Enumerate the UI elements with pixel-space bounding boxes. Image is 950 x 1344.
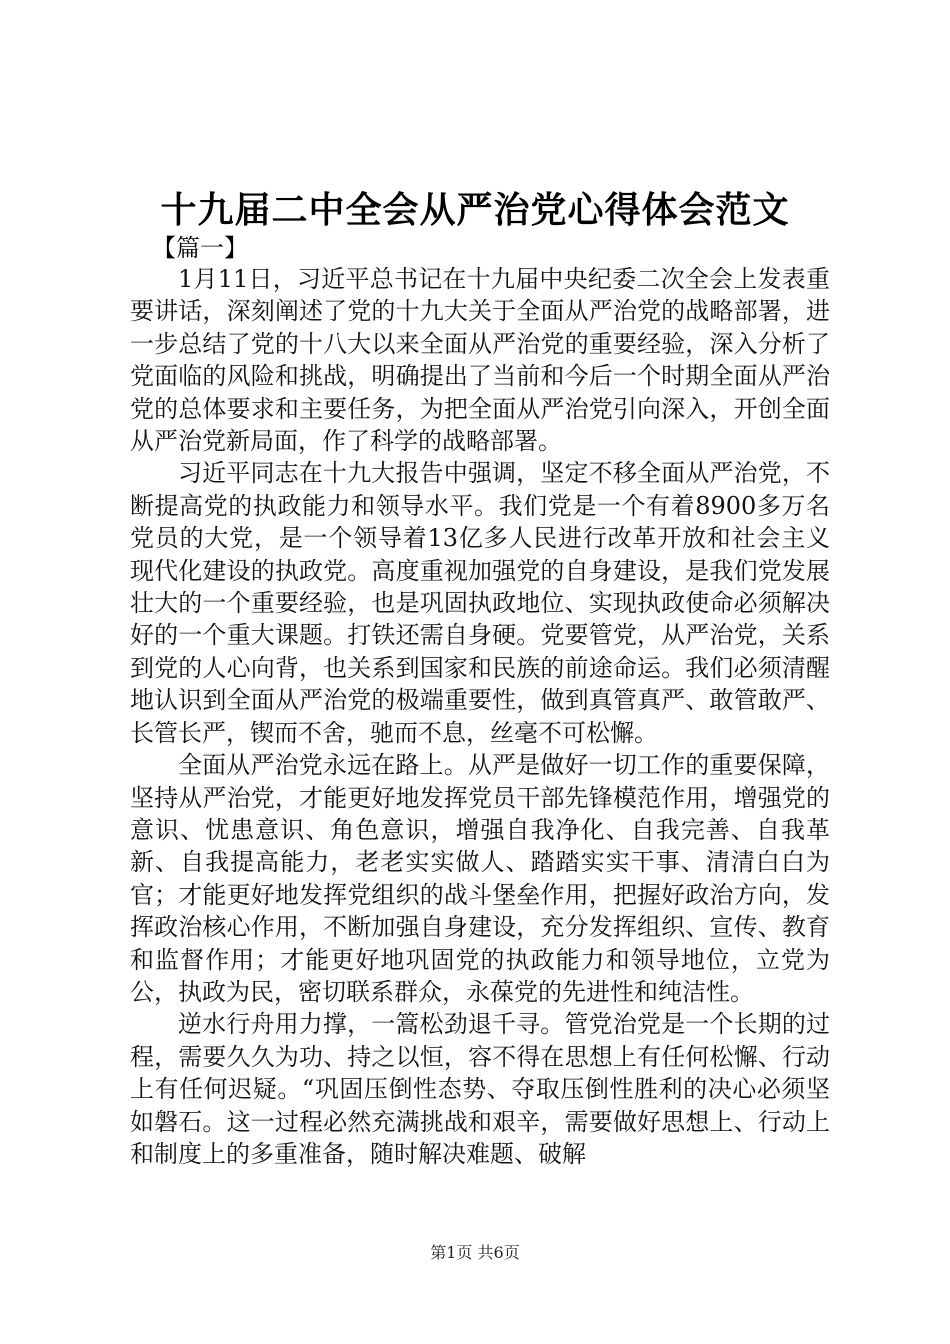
document-body [130, 263, 830, 1170]
paragraph: 逆水行舟用力撑，一篙松劲退千寻。管党治党是一个长期的过程，需要久久为功、持之以恒，容不得在思想上有任何松懈、行动上有任何迟疑。“巩固压倒性态势、夺取压倒性胜利的决心必须坚如磐石。这一过程必然充满挑战和艰辛，需要做好思想上、行动上和制度上的多重准备，随时解决难题、破解 [130, 1010, 830, 1168]
paragraph: 全面从严治党永远在路上。从严是做好一切工作的重要保障，坚持从严治党，才能更好地发挥党员干部先锋模范作用，增强党的意识、忧患意识、角色意识，增强自我净化、自我完善、自我革新、自我提高能力，老老实实做人、踏踏实实干事、清清白白为官；才能更好地发挥党组织的战斗堡垒作用，把握好政治方向，发挥政治核心作用，不断加强自身建设，充分发挥组织、宣传、教育和监督作用；才能更好地巩固党的执政能力和领导地位，立党为公，执政为民，密切联系群众，永葆党的先进性和纯洁性。 [130, 751, 830, 1006]
section-label: 【篇一】 [152, 234, 248, 262]
page-indicator: 第1页 共6页 [430, 1243, 520, 1262]
paragraph: 习近平同志在十九大报告中强调，坚定不移全面从严治党，不断提高党的执政能力和领导水平。我们党是一个有着8900多万名党员的大党，是一个领导着13亿多人民进行改革开放和社会主义现代化建设的执政党。高度重视加强党的自身建设，是我们党发展壮大的一个重要经验，也是巩固执政地位、实现执政使命必须解决好的一个重大课题。打铁还需自身硬。党要管党，从严治党，关系到党的人心向背，也关系到国家和民族的前途命运。我们必须清醒地认识到全面从严治党的极端重要性，做到真管真严、敢管敢严、长管长严，锲而不舍，驰而不息，丝毫不可松懈。 [130, 459, 830, 747]
paragraph: 1月11日，习近平总书记在十九届中央纪委二次全会上发表重要讲话，深刻阐述了党的十九大关于全面从严治党的战略部署，进一步总结了党的十八大以来全面从严治党的重要经验，深入分析了党面临的风险和挑战，明确提出了当前和今后一个时期全面从严治党的总体要求和主要任务，为把全面从严治党引向深入，开创全面从严治党新局面，作了科学的战略部署。 [130, 265, 830, 456]
document-title: 十九届二中全会从严治党心得体会范文 [160, 189, 790, 231]
